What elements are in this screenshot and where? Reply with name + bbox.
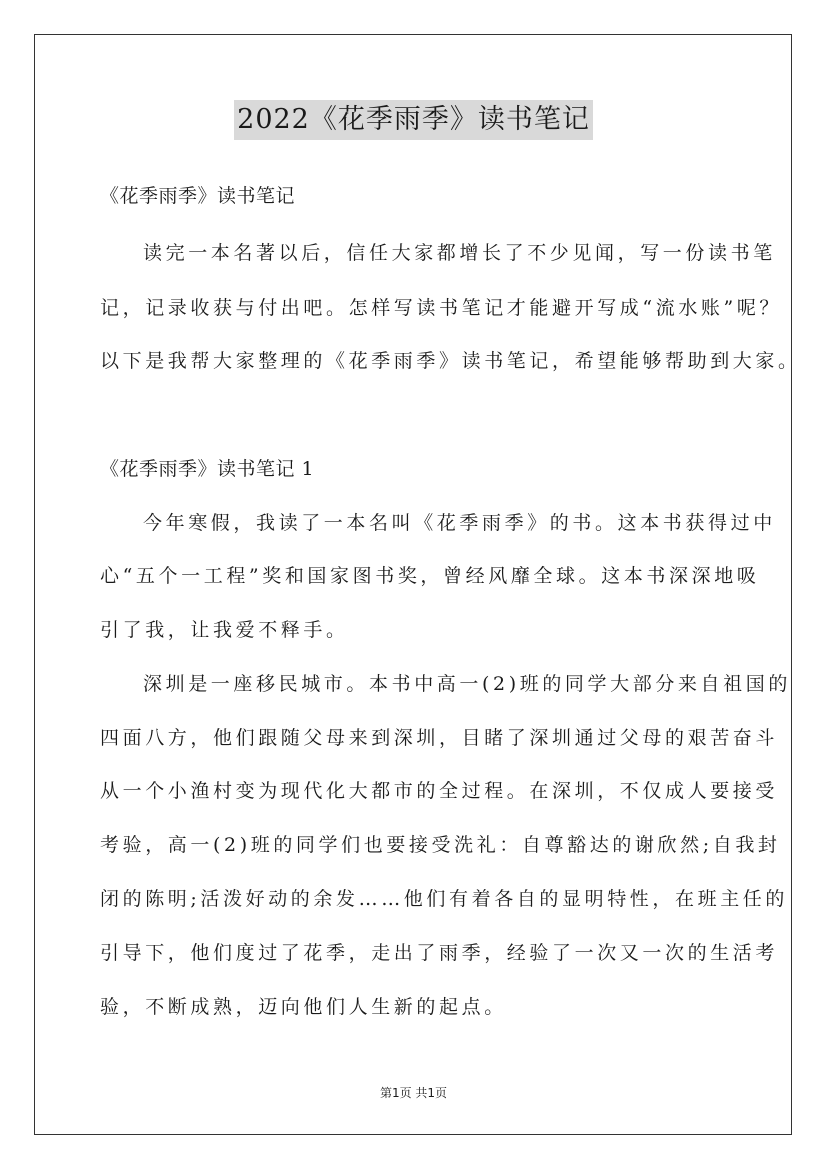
paragraph-line: 心“五个一工程”奖和国家图书奖，曾经风靡全球。这本书深深地吸 [100,565,760,587]
section-heading: 《花季雨季》读书笔记 1 [100,458,315,480]
subtitle: 《花季雨季》读书笔记 [100,185,296,207]
paragraph-line: 引了我，让我爱不释手。 [100,619,349,641]
paragraph-line: 引导下，他们度过了花季，走出了雨季，经验了一次又一次的生活考 [100,942,779,964]
document-title: 2022《花季雨季》读书笔记 [234,100,593,140]
paragraph-line: 考验，高一(2)班的同学们也要接受洗礼：自尊豁达的谢欣然;自我封 [100,834,781,856]
paragraph-line: 从一个小渔村变为现代化大都市的全过程。在深圳，不仅成人要接受 [100,780,779,802]
intro-line: 以下是我帮大家整理的《花季雨季》读书笔记，希望能够帮助到大家。 [100,350,801,372]
paragraph-line: 四面八方，他们跟随父母来到深圳，目睹了深圳通过父母的艰苦奋斗 [100,727,779,749]
paragraph-line: 闭的陈明;活泼好动的余发……他们有着各自的显明特性，在班主任的 [100,888,789,910]
page-footer: 第1页 共1页 [379,1086,448,1100]
paragraph-line: 今年寒假，我读了一本名叫《花季雨季》的书。这本书获得过中 [143,512,776,534]
paragraph-line: 验，不断成熟，迈向他们人生新的起点。 [100,996,507,1018]
intro-line: 记，记录收获与付出吧。怎样写读书笔记才能避开写成“流水账”呢？ [100,297,783,319]
title-container [0,100,827,140]
intro-line: 读完一本名著以后，信任大家都增长了不少见闻，写一份读书笔 [143,242,776,264]
paragraph-line: 深圳是一座移民城市。本书中高一(2)班的同学大部分来自祖国的 [143,673,791,695]
